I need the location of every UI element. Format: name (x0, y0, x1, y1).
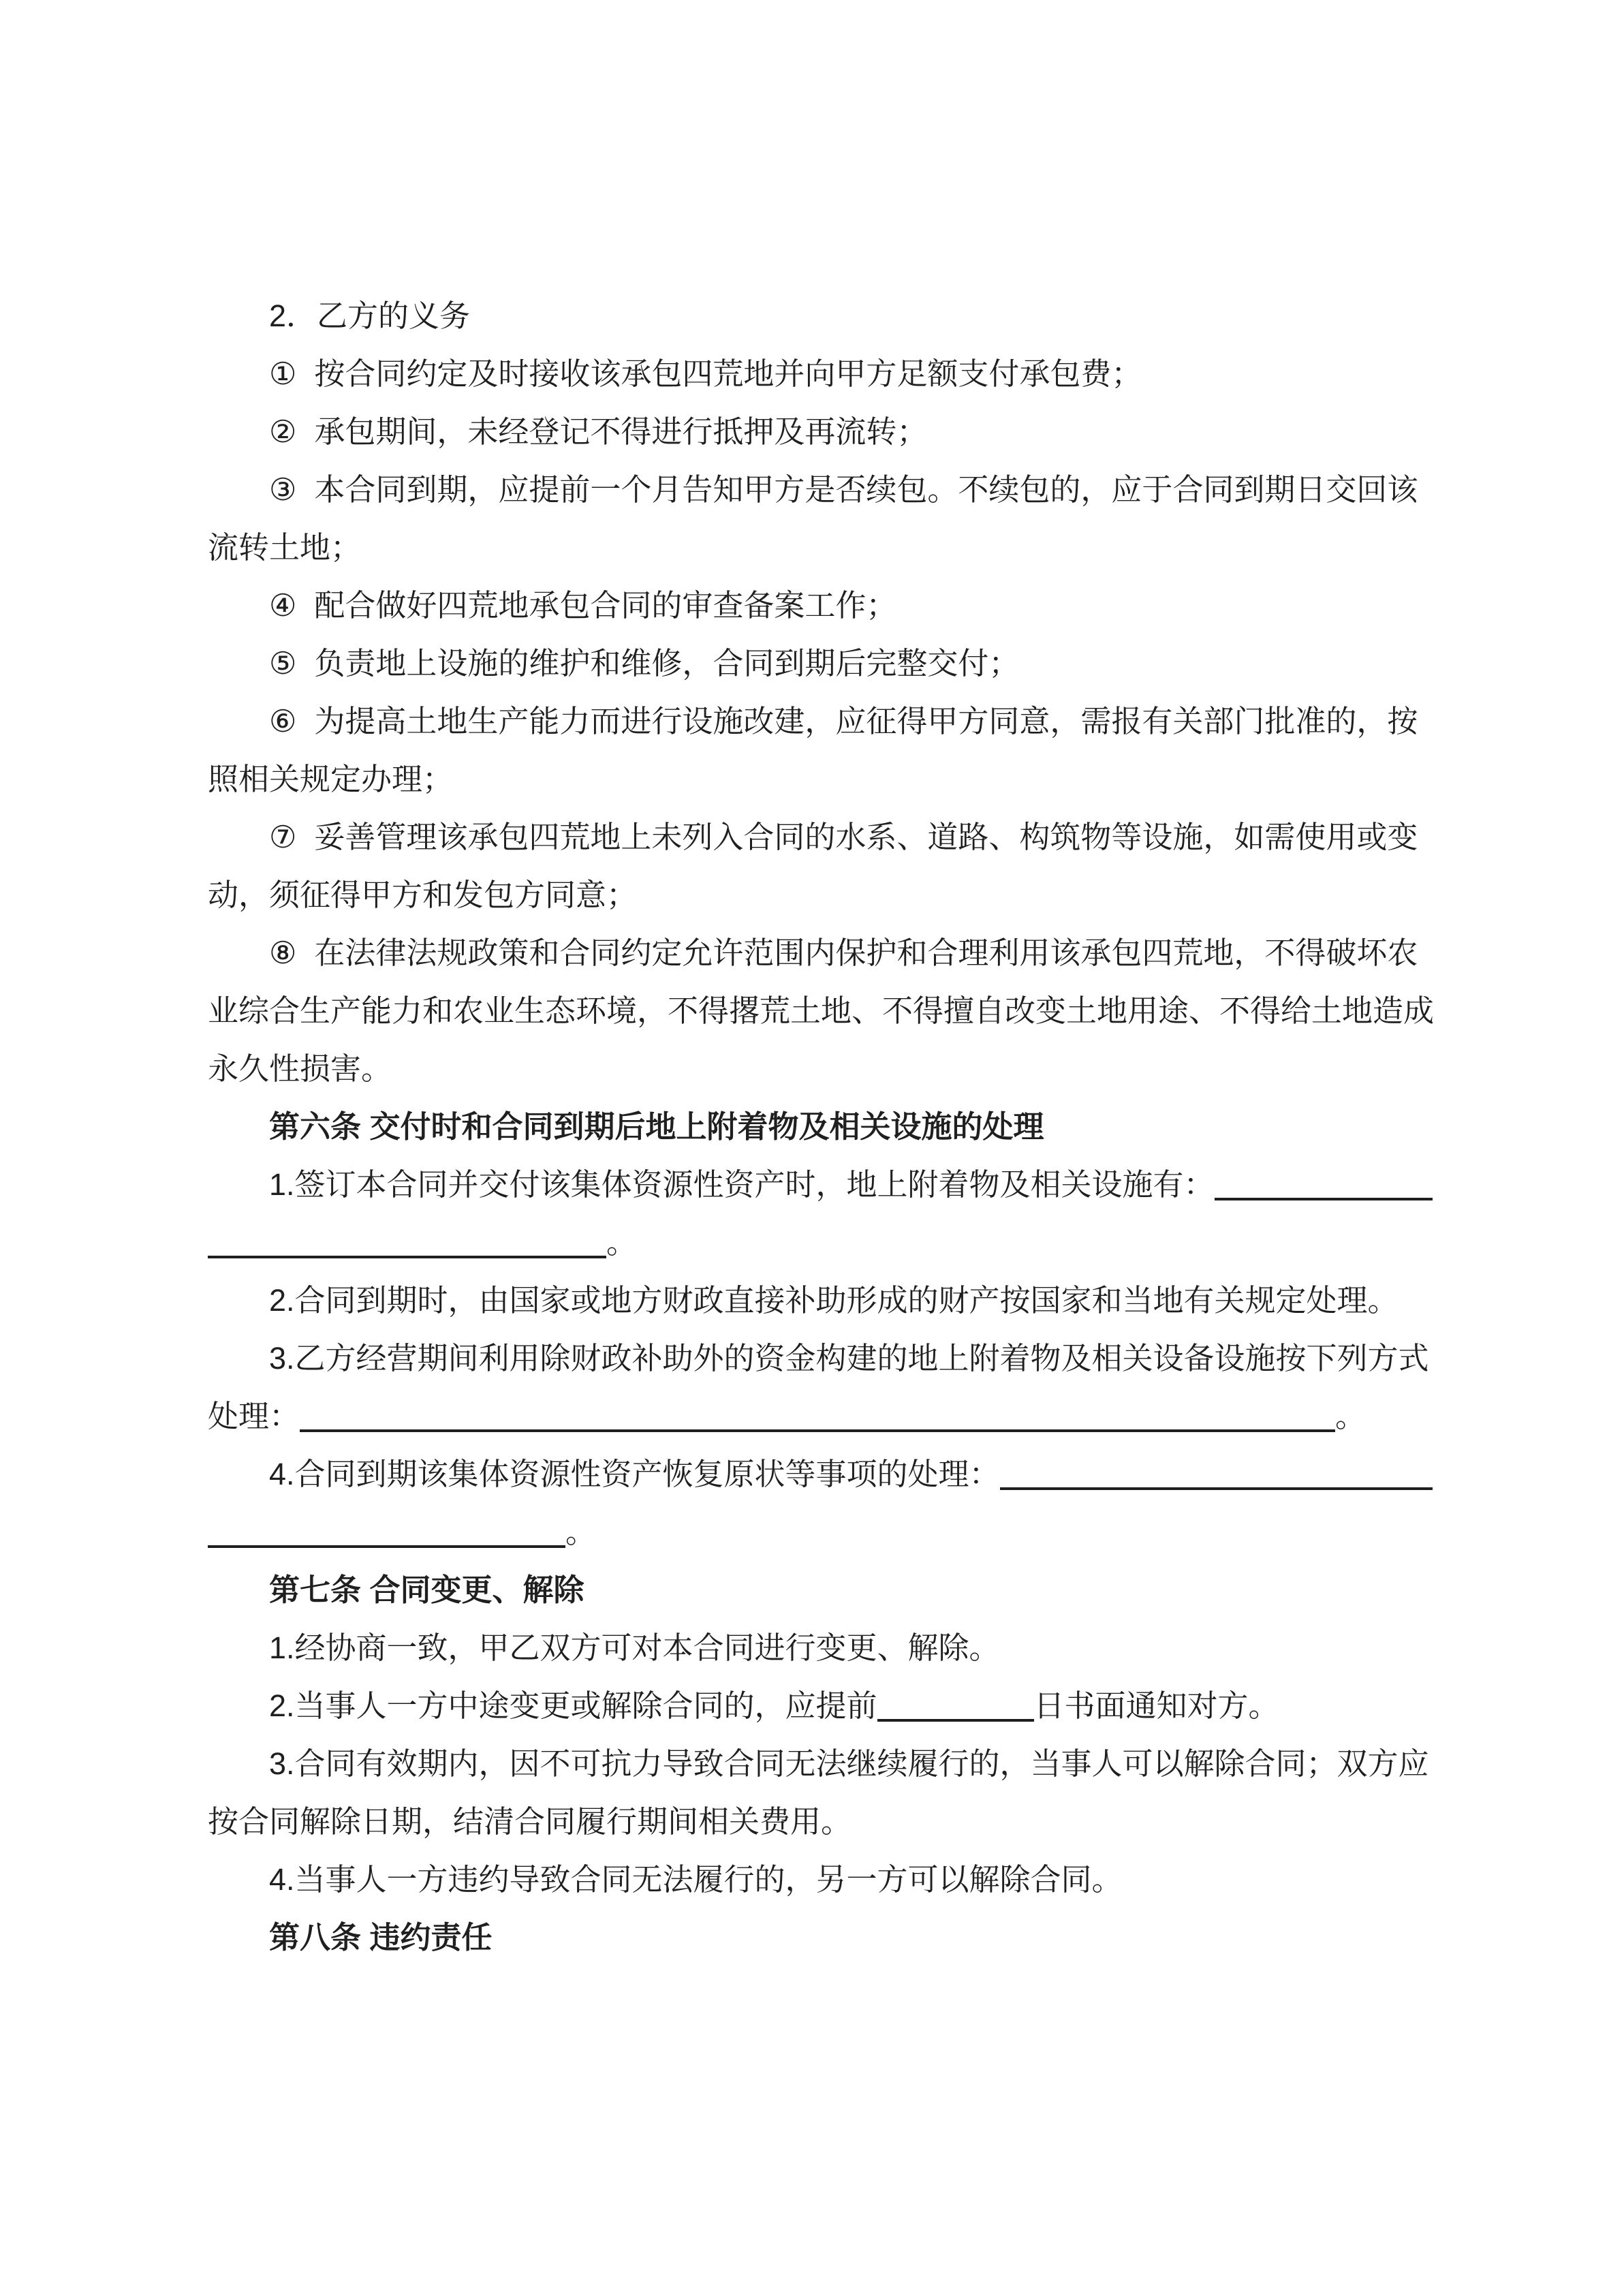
clause-7-paragraph-4 (208, 1850, 1437, 1908)
clause-6-paragraph-1 (208, 1156, 1437, 1213)
clause-8-heading (208, 1908, 1437, 1966)
contract-body (208, 287, 1437, 1966)
obligation-item-7-continuation (208, 866, 1437, 924)
obligation-item-7-continuation-text: 动，须征得甲方和发包方同意； (208, 878, 638, 912)
circled-number-3: ③ (269, 472, 297, 507)
obligation-item-8 (208, 924, 1437, 982)
clause-7-paragraph-3 (208, 1735, 1437, 1793)
obligation-item-5 (208, 634, 1437, 692)
clause-6-paragraph-2 (208, 1271, 1437, 1329)
clause-7-paragraph-3-continuation (208, 1793, 1437, 1850)
obligation-item-3-text: 本合同到期，应提前一个月告知甲方是否续包。不续包的，应于合同到期日交回该 (314, 472, 1418, 507)
clause-7-paragraph-2-text: 2.当事人一方中途变更或解除合同的，应提前 (269, 1688, 877, 1723)
obligation-item-5-text: 负责地上设施的维护和维修，合同到期后完整交付； (314, 646, 1020, 681)
obligation-item-8-continuation-1 (208, 982, 1437, 1040)
clause-8-heading-text: 第八条 违约责任 (269, 1920, 493, 1955)
circled-number-6: ⑥ (269, 704, 297, 739)
clause-6-paragraph-3-text: 3.乙方经营期间利用除财政补助外的资金构建的地上附着物及相关设备设施按下列方式 (269, 1341, 1429, 1376)
subsection-title-text: 2．乙方的义务 (269, 298, 471, 333)
obligation-item-7-text: 妥善管理该承包四荒地上未列入合同的水系、道路、构筑物等设施，如需使用或变 (314, 820, 1418, 854)
clause-7-paragraph-3-text: 3.合同有效期内，因不可抗力导致合同无法继续履行的，当事人可以解除合同；双方应 (269, 1746, 1429, 1781)
obligation-item-1-text: 按合同约定及时接收该承包四荒地并向甲方足额支付承包费； (314, 356, 1142, 391)
obligation-item-3 (208, 461, 1437, 518)
clause-7-paragraph-2-tail: 日书面通知对方。 (1033, 1688, 1279, 1723)
sentence-period: 。 (1335, 1399, 1367, 1433)
obligation-item-8-continuation-1-text: 业综合生产能力和农业生态环境，不得撂荒土地、不得擅自改变土地用途、不得给土地造成 (208, 993, 1435, 1028)
fill-in-blank (300, 1429, 1335, 1432)
clause-6-paragraph-3-continuation (208, 1387, 1437, 1445)
circled-number-1: ① (269, 356, 297, 391)
fill-in-blank (208, 1545, 565, 1548)
clause-6-paragraph-3-continuation-text: 处理： (208, 1399, 300, 1433)
sentence-period: 。 (565, 1515, 597, 1549)
clause-6-paragraph-4 (208, 1445, 1437, 1503)
obligation-item-6 (208, 692, 1437, 750)
obligation-item-4-text: 配合做好四荒地承包合同的审查备案工作； (314, 588, 897, 623)
obligation-item-2 (208, 403, 1437, 461)
fill-in-blank (877, 1719, 1034, 1722)
clause-6-heading (208, 1098, 1437, 1156)
circled-number-8: ⑧ (269, 935, 297, 970)
obligation-item-4 (208, 576, 1437, 634)
clause-7-heading-text: 第七条 合同变更、解除 (269, 1572, 584, 1607)
clause-7-paragraph-1-text: 1.经协商一致，甲乙双方可对本合同进行变更、解除。 (269, 1630, 1000, 1665)
obligation-item-3-continuation (208, 518, 1437, 576)
circled-number-4: ④ (269, 588, 297, 623)
clause-6-paragraph-1-continuation (208, 1213, 1437, 1271)
circled-number-2: ② (269, 414, 297, 449)
sentence-period: 。 (606, 1225, 638, 1260)
clause-6-paragraph-4-continuation (208, 1503, 1437, 1561)
fill-in-blank (1215, 1198, 1433, 1200)
clause-6-paragraph-4-text: 4.合同到期该集体资源性资产恢复原状等事项的处理： (269, 1457, 1000, 1491)
obligation-item-2-text: 承包期间，未经登记不得进行抵押及再流转； (314, 414, 928, 449)
clause-6-paragraph-3 (208, 1329, 1437, 1387)
obligation-item-8-continuation-2-text: 永久性损害。 (208, 1051, 392, 1086)
clause-6-paragraph-1-text: 1.签订本合同并交付该集体资源性资产时，地上附着物及相关设施有： (269, 1167, 1215, 1202)
fill-in-blank (1000, 1487, 1433, 1490)
obligation-item-6-text: 为提高土地生产能力而进行设施改建，应征得甲方同意，需报有关部门批准的，按 (314, 704, 1418, 739)
obligation-item-3-continuation-text: 流转土地； (208, 530, 362, 565)
obligation-item-8-text: 在法律法规政策和合同约定允许范围内保护和合理利用该承包四荒地，不得破坏农 (314, 935, 1418, 970)
obligation-item-8-continuation-2 (208, 1040, 1437, 1098)
clause-7-paragraph-2 (208, 1677, 1437, 1735)
circled-number-5: ⑤ (269, 646, 297, 681)
fill-in-blank (208, 1256, 606, 1258)
clause-7-paragraph-3-continuation-text: 按合同解除日期，结清合同履行期间相关费用。 (208, 1804, 852, 1839)
obligation-item-7 (208, 808, 1437, 866)
clause-7-paragraph-1 (208, 1619, 1437, 1677)
obligation-item-1 (208, 345, 1437, 403)
clause-7-paragraph-4-text: 4.当事人一方违约导致合同无法履行的，另一方可以解除合同。 (269, 1862, 1123, 1897)
circled-number-7: ⑦ (269, 820, 297, 854)
obligation-item-6-continuation-text: 照相关规定办理； (208, 762, 454, 796)
subsection-title-party-b-obligations (208, 287, 1437, 345)
clause-6-heading-text: 第六条 交付时和合同到期后地上附着物及相关设施的处理 (269, 1109, 1044, 1144)
obligation-item-6-continuation (208, 750, 1437, 808)
clause-6-paragraph-2-text: 2.合同到期时，由国家或地方财政直接补助形成的财产按国家和当地有关规定处理。 (269, 1283, 1399, 1318)
clause-7-heading (208, 1561, 1437, 1619)
